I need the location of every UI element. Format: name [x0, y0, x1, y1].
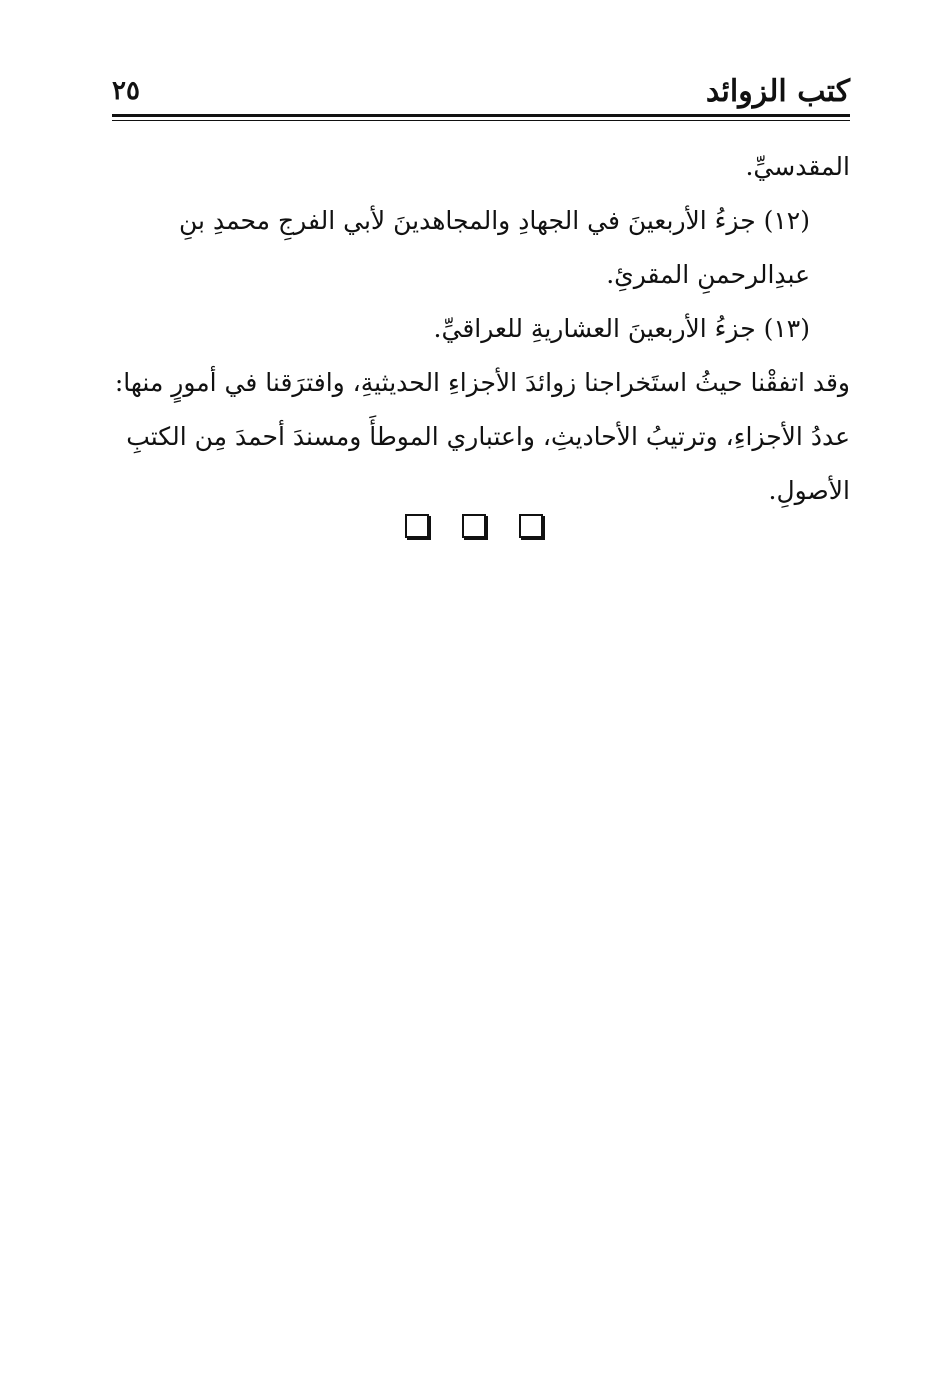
body-text: [112, 140, 850, 518]
header-rule-thick: [112, 114, 850, 117]
running-title: كتب الزوائد: [705, 74, 850, 109]
square-ornament-icon: [519, 514, 543, 538]
square-ornament-icon: [405, 514, 429, 538]
square-ornament-icon: [462, 514, 486, 538]
page-header: [112, 70, 850, 112]
page-number: ٢٥: [112, 76, 140, 106]
closing-paragraph: وقد اتفقْنا حيثُ استَخراجنا زوائدَ الأجزاءِ الحديثيةِ، وافترَقنا في أمورٍ منها: عددُ الأجزاءِ، وترتيبُ الأحاديثِ، واعتباري الموطأَ ومسندَ أحمدَ مِن الكتبِ الأصولِ.: [114, 368, 850, 505]
list-item-12: (١٢) جزءُ الأربعينَ في الجهادِ والمجاهدينَ لأبي الفرجِ محمدِ بنِ عبدِالرحمنِ المقرئِ.: [179, 206, 810, 289]
header-rule-thin: [112, 120, 850, 121]
list-item-13: (١٣) جزءُ الأربعينَ العشاريةِ للعراقيِّ.: [433, 314, 810, 343]
paragraph-continuation: المقدسيِّ.: [745, 152, 850, 181]
section-end-ornament: [0, 514, 948, 538]
